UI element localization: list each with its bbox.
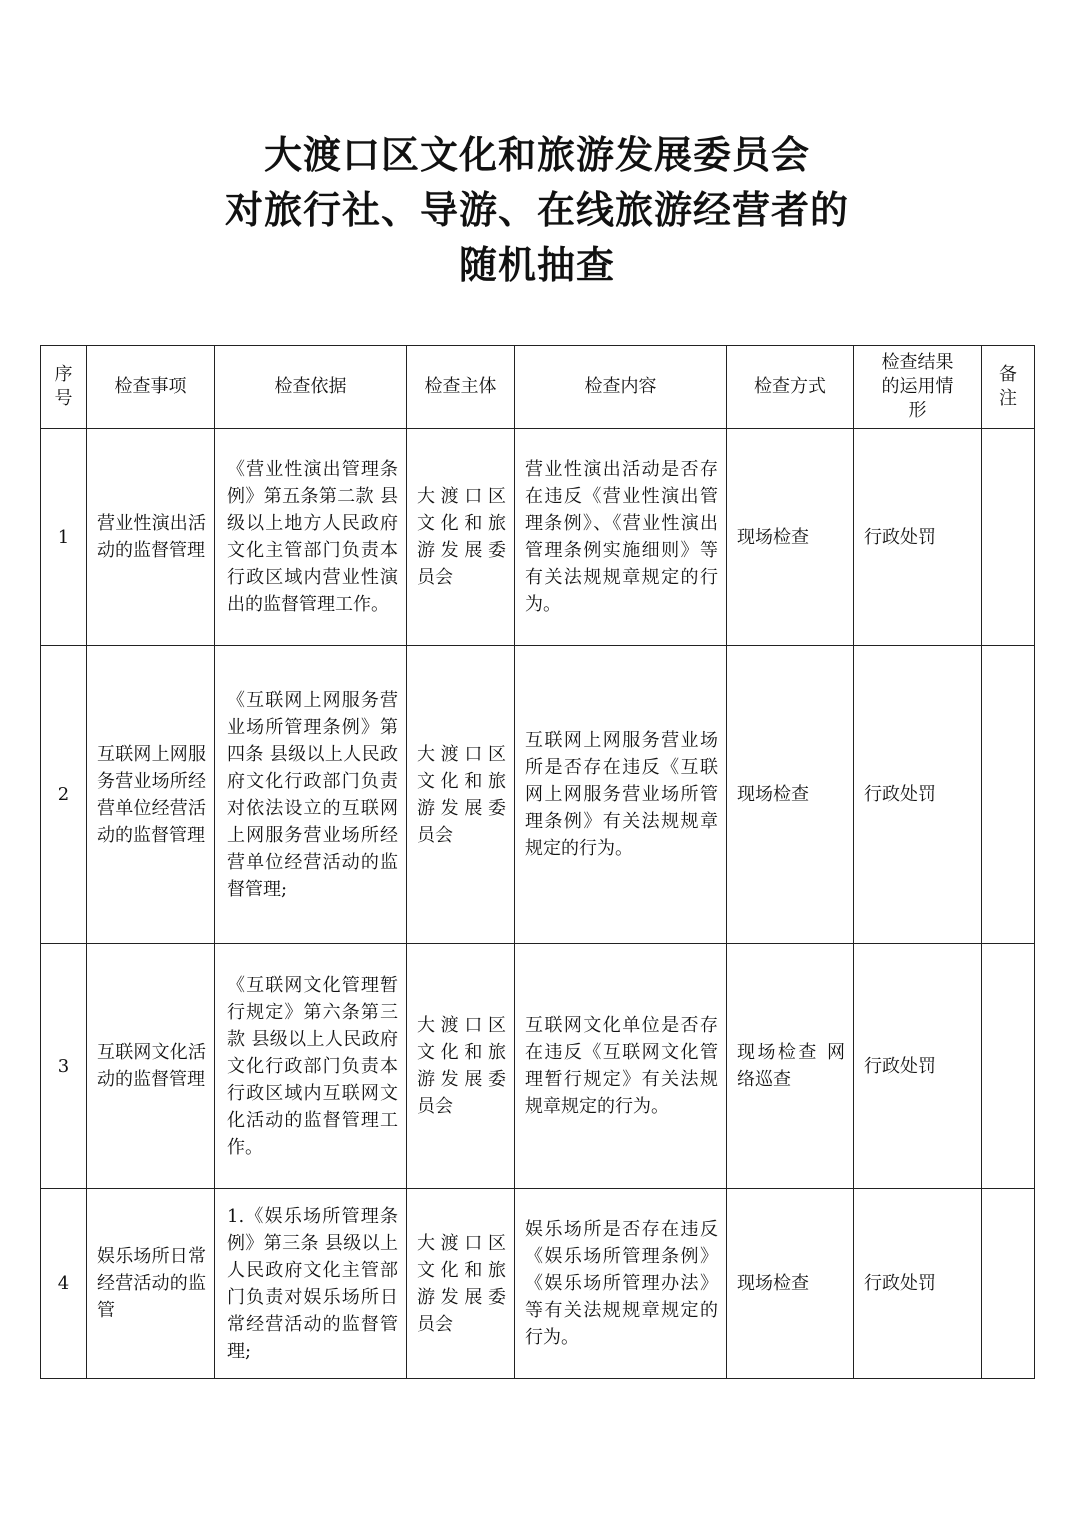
cell-no: 1	[41, 429, 87, 646]
cell-remark	[982, 944, 1035, 1189]
cell-method: 现场检查	[727, 1189, 854, 1379]
title-line-3: 随机抽查	[458, 243, 615, 287]
cell-item: 互联网文化活动的监督管理	[87, 944, 215, 1189]
cell-subject: 大渡口区文化和旅游发展委员会	[407, 944, 515, 1189]
cell-subject: 大渡口区文化和旅游发展委员会	[407, 646, 515, 944]
header-result: 检查结果的运用情形	[854, 346, 982, 429]
cell-item: 营业性演出活动的监督管理	[87, 429, 215, 646]
header-item: 检查事项	[87, 346, 215, 429]
cell-content: 娱乐场所是否存在违反《娱乐场所管理条例》《娱乐场所管理办法》等有关法规规章规定的行为。	[515, 1189, 727, 1379]
cell-method: 现场检查 网络巡查	[727, 944, 854, 1189]
cell-content: 营业性演出活动是否存在违反《营业性演出管理条例》、《营业性演出管理条例实施细则》等有关法规规章规定的行为。	[515, 429, 727, 646]
table-row	[41, 646, 1035, 944]
header-content: 检查内容	[515, 346, 727, 429]
cell-subject: 大渡口区文化和旅游发展委员会	[407, 429, 515, 646]
cell-item: 娱乐场所日常经营活动的监管	[87, 1189, 215, 1379]
cell-method: 现场检查	[727, 429, 854, 646]
title-line-2: 对旅行社、导游、在线旅游经营者的	[224, 188, 849, 232]
cell-item: 互联网上网服务营业场所经营单位经营活动的监督管理	[87, 646, 215, 944]
cell-no: 3	[41, 944, 87, 1189]
cell-result: 行政处罚	[854, 1189, 982, 1379]
header-method: 检查方式	[727, 346, 854, 429]
table-header-row	[41, 346, 1035, 429]
cell-subject: 大渡口区文化和旅游发展委员会	[407, 1189, 515, 1379]
cell-no: 4	[41, 1189, 87, 1379]
header-basis: 检查依据	[215, 346, 407, 429]
inspection-table	[40, 345, 1035, 1379]
cell-basis: 《营业性演出管理条例》第五条第二款 县级以上地方人民政府文化主管部门负责本行政区域内营业性演出的监督管理工作。	[215, 429, 407, 646]
cell-result: 行政处罚	[854, 944, 982, 1189]
header-remark: 备注	[982, 346, 1035, 429]
cell-content: 互联网上网服务营业场所是否存在违反《互联网上网服务营业场所管理条例》有关法规规章规定的行为。	[515, 646, 727, 944]
title-line-1: 大渡口区文化和旅游发展委员会	[263, 133, 810, 177]
cell-basis: 1.《娱乐场所管理条例》第三条 县级以上人民政府文化主管部门负责对娱乐场所日常经营活动的监督管理;	[215, 1189, 407, 1379]
cell-content: 互联网文化单位是否存在违反《互联网文化管理暂行规定》有关法规规章规定的行为。	[515, 944, 727, 1189]
cell-no: 2	[41, 646, 87, 944]
table-row	[41, 1189, 1035, 1379]
cell-method: 现场检查	[727, 646, 854, 944]
cell-result: 行政处罚	[854, 429, 982, 646]
cell-remark	[982, 429, 1035, 646]
header-subject: 检查主体	[407, 346, 515, 429]
cell-basis: 《互联网文化管理暂行规定》第六条第三款 县级以上人民政府文化行政部门负责本行政区域内互联网文化活动的监督管理工作。	[215, 944, 407, 1189]
header-no: 序号	[41, 346, 87, 429]
cell-remark	[982, 1189, 1035, 1379]
document-title	[0, 128, 1074, 293]
cell-basis: 《互联网上网服务营业场所管理条例》第四条 县级以上人民政府文化行政部门负责对依法设立的互联网上网服务营业场所经营单位经营活动的监督管理;	[215, 646, 407, 944]
cell-remark	[982, 646, 1035, 944]
table-row	[41, 944, 1035, 1189]
cell-result: 行政处罚	[854, 646, 982, 944]
table-row	[41, 429, 1035, 646]
